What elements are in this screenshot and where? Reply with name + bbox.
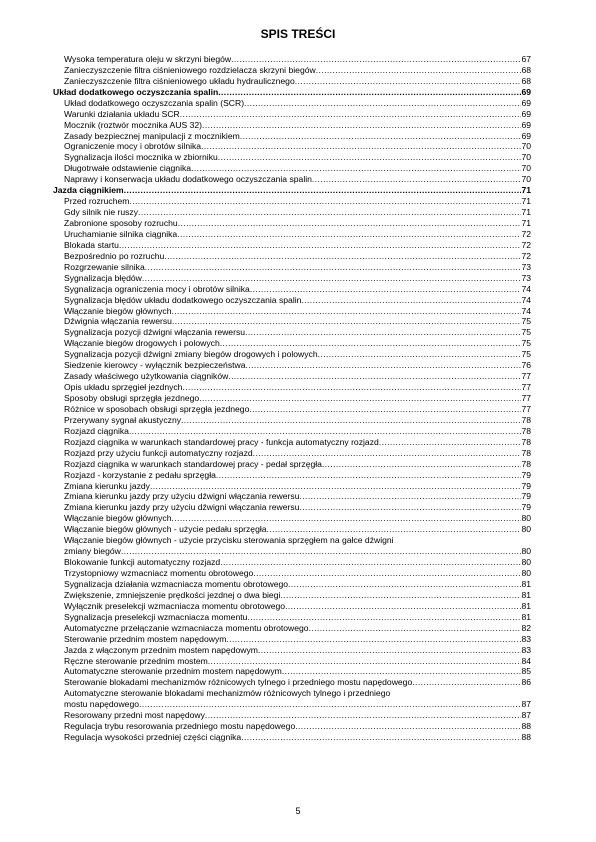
toc-dot-leader	[301, 295, 521, 306]
toc-page-number: 82	[521, 622, 531, 633]
toc-entry-title: Zanieczyszczenie filtra ciśnieniowego układu hydraulicznego	[64, 75, 295, 86]
toc-entry-title: Sygnalizacja pozycji dźwigni zmiany biegów drogowych i polowych	[64, 349, 318, 360]
toc-dot-leader	[288, 579, 521, 590]
toc-entry	[53, 174, 531, 185]
toc-page-number: 75	[521, 327, 531, 338]
toc-entry	[53, 426, 531, 437]
toc-page-number: 72	[521, 239, 531, 250]
toc-entry	[53, 721, 531, 732]
toc-page-number: 80	[521, 524, 531, 535]
toc-entry-title: Zanieczyszczenie filtra ciśnieniowego rozdzielacza skrzyni biegów	[64, 64, 316, 75]
toc-page-number: 85	[521, 666, 531, 677]
page-number: 5	[295, 806, 301, 816]
toc-page-number: 78	[521, 447, 531, 458]
toc-entry	[53, 163, 531, 174]
toc-entry	[53, 109, 531, 120]
toc-page-number: 70	[521, 141, 531, 152]
toc-dot-leader	[205, 710, 522, 721]
toc-dot-leader	[218, 152, 522, 163]
toc-dot-leader	[241, 732, 521, 743]
toc-entry-title: Układ dodatkowego oczyszczania spalin	[53, 86, 219, 97]
toc-dot-leader	[139, 699, 521, 710]
toc-dot-leader	[240, 131, 522, 142]
toc-dot-leader	[199, 393, 521, 404]
toc-page-number: 79	[521, 502, 531, 513]
toc-dot-leader	[226, 634, 521, 645]
toc-page-number: 80	[521, 568, 531, 579]
toc-entry	[53, 699, 531, 710]
toc-dot-leader	[138, 207, 521, 218]
toc-entry	[53, 284, 531, 295]
toc-dot-leader	[182, 382, 521, 393]
toc-entry-title: Włączanie biegów głównych - użycie pedału sprzęgła	[64, 524, 267, 535]
toc-entry-title: Zabronione sposoby rozruchu	[64, 218, 178, 229]
toc-page-number: 69	[521, 130, 531, 141]
toc-entry	[53, 306, 531, 317]
toc-entry-title: mostu napędowego	[64, 699, 140, 710]
toc-page-number: 83	[521, 633, 531, 644]
toc-page-number: 86	[521, 677, 531, 688]
toc-page-number: 80	[521, 513, 531, 524]
toc-entry	[53, 120, 531, 131]
toc-dot-leader	[208, 656, 522, 667]
toc-entry	[53, 338, 531, 349]
toc-dot-leader	[244, 98, 521, 109]
toc-entry	[53, 656, 531, 667]
toc-dot-leader	[318, 349, 522, 360]
toc-entry-title: Długotrwałe odstawienie ciągnika	[64, 163, 192, 174]
toc-dot-leader	[231, 54, 521, 65]
toc-entry-title: Regulacja wysokości przedniej części ciągnika	[64, 732, 242, 743]
toc-entry-title: Wyłącznik preselekcji wzmacniacza momentu obrotowego	[64, 600, 286, 611]
toc-entry-title: Sygnalizacja ograniczenia mocy i obrotów silnika	[64, 283, 250, 294]
toc-entry-title: Mocznik (roztwór mocznika AUS 32)	[64, 119, 203, 130]
toc-page-number: 69	[521, 97, 531, 108]
toc-dot-leader	[142, 273, 522, 284]
toc-dot-leader	[171, 513, 521, 524]
toc-entry	[53, 448, 531, 459]
toc-dot-leader	[121, 546, 522, 557]
toc-section-entry	[53, 185, 531, 196]
toc-entry	[53, 360, 531, 371]
toc-entry	[53, 207, 531, 218]
toc-entry-title: Sygnalizacja błędów układu dodatkowego oczyszczania spalin	[64, 294, 302, 305]
toc-page-number: 74	[521, 305, 531, 316]
toc-dot-leader	[145, 262, 522, 273]
toc-page-number: 72	[521, 250, 531, 261]
toc-dot-leader	[258, 645, 522, 656]
toc-entry	[53, 634, 531, 645]
toc-dot-leader	[172, 316, 521, 327]
toc-dot-leader	[216, 470, 522, 481]
toc-entry	[53, 327, 531, 338]
toc-page-number: 69	[521, 119, 531, 130]
toc-entry-title: Sygnalizacja ilości mocznika w zbiorniku	[64, 152, 218, 163]
toc-entry	[53, 371, 531, 382]
toc-dot-leader	[218, 87, 521, 98]
toc-dot-leader	[312, 174, 522, 185]
toc-entry	[53, 568, 531, 579]
toc-entry	[53, 415, 531, 426]
toc-entry	[53, 513, 531, 524]
toc-entry	[53, 404, 531, 415]
toc-dot-leader	[322, 459, 521, 470]
toc-entry-title: zmiany biegów	[64, 546, 121, 557]
toc-page-number: 74	[521, 294, 531, 305]
toc-dot-leader	[253, 448, 522, 459]
toc-dot-leader	[412, 677, 521, 688]
toc-entry-title: Sygnalizacja pozycji dźwigni włączania rewersu	[64, 327, 246, 338]
toc-page-number: 79	[521, 491, 531, 502]
toc-entry	[53, 131, 531, 142]
toc-dot-leader	[282, 666, 522, 677]
toc-entry	[53, 251, 531, 262]
toc-entry-title: Rozjazd - korzystanie z pedału sprzęgła	[64, 469, 216, 480]
toc-entry	[53, 459, 531, 470]
toc-entry-title: Zasady bezpiecznej manipulacji z mocznikiem	[64, 130, 240, 141]
toc-page-number: 81	[521, 589, 531, 600]
toc-entry-title: Sterowanie przednim mostem napędowym	[64, 633, 227, 644]
toc-entry-title: Rozjazd ciągnika	[64, 425, 129, 436]
toc-entry	[53, 688, 531, 699]
toc-entry	[53, 546, 531, 557]
toc-entry-title: Automatyczne przełączanie wzmacniacza momentu obrotowego	[64, 622, 309, 633]
toc-entry	[53, 524, 531, 535]
toc-page-number: 84	[521, 655, 531, 666]
page-title: SPIS TREŚCI	[260, 27, 336, 41]
toc-entry	[53, 557, 531, 568]
toc-page-number: 73	[521, 272, 531, 283]
toc-entry	[53, 317, 531, 328]
toc-entry-title: Jazda ciągnikiem	[53, 185, 124, 196]
toc-page-number: 69	[521, 86, 531, 97]
toc-entry-title: Automatyczne sterowanie przednim mostem napędowym	[64, 666, 282, 677]
toc-entry	[53, 240, 531, 251]
toc-entry-title: Rozjazd ciągnika w warunkach standardowej pracy - funkcja automatyczny rozjazd	[64, 436, 379, 447]
toc-page-number: 71	[521, 218, 531, 229]
toc-page-number: 87	[521, 699, 531, 710]
toc-entry	[53, 579, 531, 590]
toc-entry	[53, 196, 531, 207]
toc-entry	[53, 273, 531, 284]
toc-dot-leader	[285, 601, 521, 612]
toc-page-number: 78	[521, 425, 531, 436]
toc-entry-title: Gdy silnik nie ruszy	[64, 207, 139, 218]
toc-page-number: 77	[521, 393, 531, 404]
toc-entry	[53, 623, 531, 634]
toc-page-number: 79	[521, 480, 531, 491]
toc-dot-leader	[247, 612, 521, 623]
toc-page-number: 70	[521, 174, 531, 185]
toc-entry-title: Sposoby obsługi sprzęgła jezdnego	[64, 393, 200, 404]
toc-page-number: 68	[521, 75, 531, 86]
toc-entry-title: Sterowanie blokadami mechanizmów różnicowych tylnego i przedniego mostu napędowego	[64, 677, 413, 688]
toc-dot-leader	[164, 251, 521, 262]
toc-entry-title: Sygnalizacja błędów	[64, 272, 142, 283]
toc-page-number: 77	[521, 371, 531, 382]
toc-page-number: 77	[521, 403, 531, 414]
toc-page-number: 71	[521, 207, 531, 218]
toc-entry	[53, 142, 531, 153]
toc-dot-leader	[316, 65, 522, 76]
toc-entry	[53, 645, 531, 656]
toc-entry	[53, 492, 531, 503]
toc-entry	[53, 535, 531, 546]
toc-page-number: 75	[521, 338, 531, 349]
toc-entry	[53, 76, 531, 87]
toc-entry	[53, 262, 531, 273]
toc-entry-title: Zmiana kierunku jazdy przy użyciu dźwigni włączania rewersu	[64, 491, 300, 502]
table-of-contents	[53, 54, 531, 743]
toc-dot-leader	[178, 218, 522, 229]
toc-entry-title: Jazda z włączonym przednim mostem napędowym	[64, 644, 258, 655]
toc-dot-leader	[228, 371, 521, 382]
toc-page-number: 68	[521, 64, 531, 75]
toc-dot-leader	[309, 623, 522, 634]
toc-dot-leader	[379, 437, 522, 448]
toc-entry	[53, 65, 531, 76]
toc-page-number: 76	[521, 360, 531, 371]
toc-page-number: 67	[521, 53, 531, 64]
toc-dot-leader	[220, 557, 521, 568]
toc-page-number: 71	[521, 196, 531, 207]
toc-dot-leader	[253, 568, 521, 579]
toc-page-number: 71	[521, 185, 531, 196]
toc-dot-leader	[201, 141, 521, 152]
toc-dot-leader	[202, 120, 521, 131]
toc-dot-leader	[295, 76, 522, 87]
toc-entry-title: Bezpośrednio po rozruchu	[64, 250, 165, 261]
toc-entry-title: Blokowanie funkcji automatyczny rozjazd	[64, 557, 221, 568]
toc-page-number: 80	[521, 557, 531, 568]
toc-dot-leader	[119, 240, 522, 251]
toc-dot-leader	[299, 491, 521, 502]
toc-dot-leader	[295, 721, 521, 732]
toc-dot-leader	[280, 590, 521, 601]
toc-dot-leader	[246, 360, 522, 371]
toc-entry-title: Przerywany sygnał akustyczny	[64, 414, 182, 425]
toc-dot-leader	[129, 196, 521, 207]
toc-entry	[53, 437, 531, 448]
toc-page-number: 78	[521, 414, 531, 425]
toc-dot-leader	[245, 327, 521, 338]
toc-entry-title: Blokada startu	[64, 239, 119, 250]
toc-page-number: 81	[521, 600, 531, 611]
toc-entry	[53, 601, 531, 612]
toc-entry-title: Zwiększenie, zmniejszenie prędkości jezdnej o dwa biegi	[64, 589, 281, 600]
toc-entry-title: Układ dodatkowego oczyszczania spalin (SCR)	[64, 97, 245, 108]
toc-entry-title: Włączanie biegów drogowych i polowych	[64, 338, 220, 349]
toc-page-number: 80	[521, 546, 531, 557]
toc-entry-title: Naprawy i konserwacja układu dodatkowego oczyszczania spalin	[64, 174, 312, 185]
toc-entry	[53, 54, 531, 65]
toc-entry-title: Sygnalizacja działania wzmacniacza momentu obrotowego	[64, 578, 289, 589]
toc-dot-leader	[180, 109, 522, 120]
toc-page-number: 79	[521, 469, 531, 480]
toc-page-number: 78	[521, 436, 531, 447]
toc-page-number: 88	[521, 732, 531, 743]
toc-entry-title: Automatyczne sterowanie blokadami mechanizmów różnicowych tylnego i przedniego	[64, 688, 391, 699]
toc-dot-leader	[191, 163, 521, 174]
toc-page-number: 87	[521, 710, 531, 721]
toc-entry	[53, 710, 531, 721]
toc-entry	[53, 590, 531, 601]
toc-entry	[53, 393, 531, 404]
toc-entry-title: Ograniczenie mocy i obrotów silnika	[64, 141, 202, 152]
toc-entry-title: Opis układu sprzęgieł jezdnych	[64, 382, 183, 393]
toc-dot-leader	[177, 229, 521, 240]
toc-dot-leader	[124, 185, 522, 196]
toc-page-number: 70	[521, 163, 531, 174]
toc-entry-title: Włączanie biegów głównych - użycie przycisku sterowania sprzęgłem na gałce dźwigni	[64, 535, 394, 546]
toc-entry-title: Zasady właściwego użytkowania ciągników	[64, 371, 229, 382]
toc-page-number: 83	[521, 644, 531, 655]
toc-entry	[53, 667, 531, 678]
toc-entry-title: Wysoka temperatura oleju w skrzyni biegów	[64, 53, 232, 64]
toc-page-number: 72	[521, 228, 531, 239]
toc-entry-title: Włączanie biegów głównych	[64, 305, 172, 316]
toc-page-number: 75	[521, 316, 531, 327]
toc-entry-title: Rozjazd przy użyciu funkcji automatyczny rozjazd	[64, 447, 253, 458]
toc-page-number: 70	[521, 152, 531, 163]
toc-entry-title: Włączanie biegów głównych	[64, 513, 172, 524]
toc-dot-leader	[129, 426, 521, 437]
toc-page-number: 74	[521, 283, 531, 294]
toc-entry-title: Rozjazd ciągnika w warunkach standardowej pracy - pedał sprzęgła	[64, 458, 322, 469]
toc-entry-title: Warunki działania układu SCR	[64, 108, 180, 119]
toc-page-number: 75	[521, 349, 531, 360]
toc-entry-title: Różnice w sposobach obsługi sprzęgła jezdnego	[64, 403, 250, 414]
toc-page-number: 78	[521, 458, 531, 469]
toc-entry-title: Uruchamianie silnika ciągnika	[64, 228, 178, 239]
toc-entry-title: Resorowany przedni most napędowy	[64, 710, 205, 721]
toc-entry-title: Zmiana kierunku jazdy	[64, 480, 150, 491]
toc-page-number: 73	[521, 261, 531, 272]
toc-entry-title: Rozgrzewanie silnika	[64, 261, 145, 272]
toc-entry	[53, 481, 531, 492]
toc-entry-title: Przed rozruchem	[64, 196, 130, 207]
toc-section-entry	[53, 87, 531, 98]
toc-entry	[53, 152, 531, 163]
toc-page-number: 81	[521, 611, 531, 622]
toc-entry-title: Ręczne sterowanie przednim mostem	[64, 655, 208, 666]
toc-entry	[53, 732, 531, 743]
toc-page-number: 77	[521, 382, 531, 393]
toc-entry	[53, 218, 531, 229]
toc-entry	[53, 612, 531, 623]
toc-entry-title: Trzystopniowy wzmacniacz momentu obrotowego	[64, 568, 254, 579]
toc-dot-leader	[267, 524, 522, 535]
toc-entry-title: Dźwignia włączania rewersu	[64, 316, 172, 327]
toc-entry	[53, 677, 531, 688]
toc-page-number: 88	[521, 721, 531, 732]
toc-dot-leader	[150, 481, 521, 492]
toc-entry-title: Siedzenie kierowcy - wyłącznik bezpieczeństwa	[64, 360, 246, 371]
toc-page-number: 81	[521, 578, 531, 589]
toc-dot-leader	[220, 338, 522, 349]
toc-entry-title: Sygnalizacja preselekcji wzmacniacza momentu	[64, 611, 248, 622]
toc-entry-title: Zmiana kierunku jazdy przy użyciu dźwigni włączania rewersu	[64, 502, 300, 513]
toc-entry	[53, 470, 531, 481]
toc-page-number: 69	[521, 108, 531, 119]
toc-entry	[53, 295, 531, 306]
toc-entry	[53, 229, 531, 240]
toc-dot-leader	[250, 284, 522, 295]
toc-entry	[53, 98, 531, 109]
toc-dot-leader	[171, 306, 521, 317]
toc-entry	[53, 502, 531, 513]
toc-dot-leader	[181, 415, 521, 426]
toc-dot-leader	[249, 404, 521, 415]
toc-dot-leader	[299, 502, 521, 513]
toc-entry-title: Regulacja trybu resorowania przedniego mostu napędowego	[64, 721, 296, 732]
toc-entry	[53, 349, 531, 360]
toc-entry	[53, 382, 531, 393]
